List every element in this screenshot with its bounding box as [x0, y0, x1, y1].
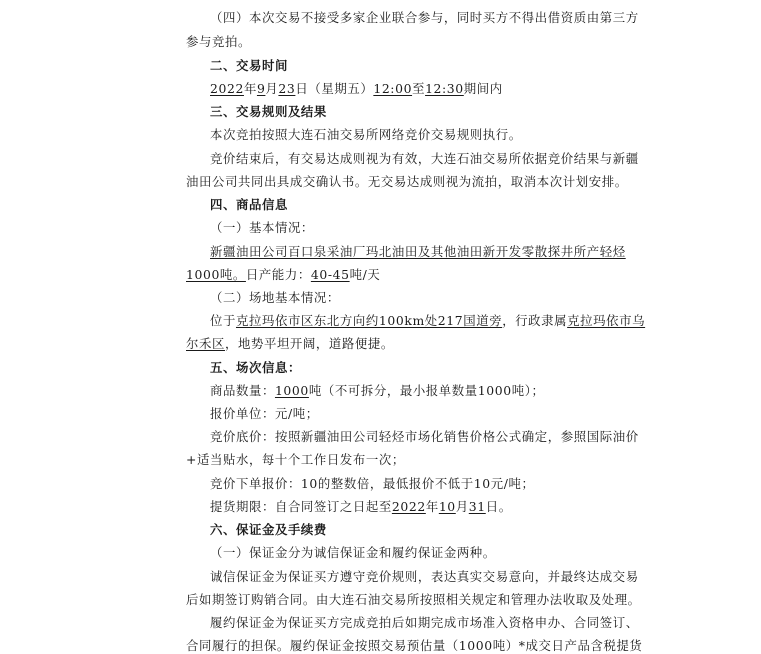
text-segment: 五、场次信息：	[210, 360, 301, 375]
underlined-text: 10	[438, 499, 456, 514]
text-segment: 六、保证金及手续费	[210, 522, 327, 537]
text-segment: 合同履行的担保。履约保证金按照交易预估量（1000吨）*成交日产品含税提货	[186, 638, 643, 653]
underlined-text: 23	[278, 81, 296, 96]
text-segment: 后如期签订购销合同。由大连石油交易所按照相关规定和管理办法收取及处理。	[186, 592, 641, 607]
paragraph-line	[210, 81, 503, 97]
paragraph-line	[186, 452, 405, 468]
text-segment: ，行政隶属	[502, 313, 568, 328]
text-segment: （一）基本情况：	[210, 220, 314, 235]
paragraph-line	[210, 151, 639, 167]
section-heading	[210, 360, 301, 376]
text-segment: 油田公司共同出具成交确认书。无交易达成则视为流拍，取消本次计划安排。	[186, 174, 628, 189]
text-segment: 参与竞拍。	[186, 34, 251, 49]
underlined-text: 克拉玛依市乌	[567, 313, 646, 328]
text-segment: 吨/天	[349, 267, 381, 282]
underlined-text: 12:00	[373, 81, 413, 96]
paragraph-line	[210, 313, 645, 329]
underlined-text: 2022	[391, 499, 426, 514]
text-segment: +适当贴水，每十个工作日发布一次；	[186, 452, 405, 467]
text-segment: 竞价下单报价：10的整数倍，最低报价不低于10元/吨；	[210, 476, 535, 491]
section-heading	[210, 522, 327, 538]
underlined-text: 9	[256, 81, 266, 96]
paragraph-line	[186, 174, 628, 190]
paragraph-line	[186, 638, 642, 654]
paragraph-line	[210, 499, 512, 515]
underlined-text: 31	[468, 499, 486, 514]
text-segment: 诚信保证金为保证买方遵守竞价规则，表达真实交易意向，并最终达成交易	[210, 569, 639, 584]
text-segment: 三、交易规则及结果	[210, 104, 327, 119]
underlined-text: 2022	[210, 81, 244, 96]
paragraph-line	[210, 615, 639, 631]
text-segment: 竞价底价：按照新疆油田公司轻烃市场化销售价格公式确定，参照国际油价	[210, 429, 639, 444]
text-segment: 日（星期五）	[295, 81, 374, 96]
paragraph-line	[186, 336, 394, 352]
paragraph-line	[210, 290, 340, 306]
text-segment: 二、交易时间	[210, 58, 288, 73]
text-segment: 期间内	[463, 81, 503, 96]
text-segment: 日。	[485, 499, 512, 514]
section-heading	[210, 104, 327, 120]
text-segment: ，地势平坦开阔，道路便捷。	[224, 336, 394, 351]
underlined-text: 新疆油田公司百口泉采油厂玛北油田及其他油田新开发零散探井所产轻烃	[210, 244, 626, 259]
paragraph-line	[210, 244, 626, 260]
paragraph-line	[210, 429, 639, 445]
text-segment: 年	[425, 499, 439, 514]
paragraph-line	[210, 545, 496, 561]
paragraph-line	[186, 267, 380, 283]
paragraph-line	[210, 127, 522, 143]
underlined-text: 尔禾区	[186, 336, 225, 351]
underlined-text: 40-45	[310, 267, 350, 282]
underlined-text: 1000吨。	[186, 267, 246, 282]
underlined-text: 克拉玛依市区东北方向约100km处217国道旁	[235, 313, 503, 328]
paragraph-line	[210, 569, 639, 585]
text-segment: 报价单位：元/吨；	[210, 406, 319, 421]
text-segment: 月	[455, 499, 469, 514]
paragraph-line	[210, 476, 535, 492]
text-segment: （四）本次交易不接受多家企业联合参与，同时买方不得出借资质由第三方	[210, 10, 639, 25]
text-segment: 竞价结束后，有交易达成则视为有效，大连石油交易所依据竞价结果与新疆	[210, 151, 639, 166]
paragraph-line	[210, 220, 314, 236]
paragraph-line	[210, 406, 319, 422]
text-segment: 四、商品信息	[210, 197, 288, 212]
text-segment: （二）场地基本情况：	[210, 290, 340, 305]
section-heading	[210, 58, 288, 74]
paragraph-line	[186, 34, 251, 50]
paragraph-line	[210, 383, 544, 399]
text-segment: 月	[265, 81, 279, 96]
text-segment: 日产能力：	[245, 267, 311, 282]
text-segment: 吨（不可拆分，最小报单数量1000吨）；	[308, 383, 545, 398]
text-segment: 本次竞拍按照大连石油交易所网络竞价交易规则执行。	[210, 127, 522, 142]
underlined-text: 12:30	[425, 81, 464, 96]
text-segment: 商品数量：	[210, 383, 275, 398]
text-segment: 位于	[210, 313, 236, 328]
text-segment: 年	[243, 81, 257, 96]
text-segment: 至	[412, 81, 426, 96]
text-segment: （一）保证金分为诚信保证金和履约保证金两种。	[210, 545, 496, 560]
text-segment: 提货期限：自合同签订之日起至	[210, 499, 392, 514]
paragraph-line	[210, 10, 639, 26]
underlined-text: 1000	[274, 383, 309, 398]
section-heading	[210, 197, 288, 213]
text-segment: 履约保证金为保证买方完成竞拍后如期完成市场准入资格申办、合同签订、	[210, 615, 639, 630]
paragraph-line	[186, 592, 641, 608]
